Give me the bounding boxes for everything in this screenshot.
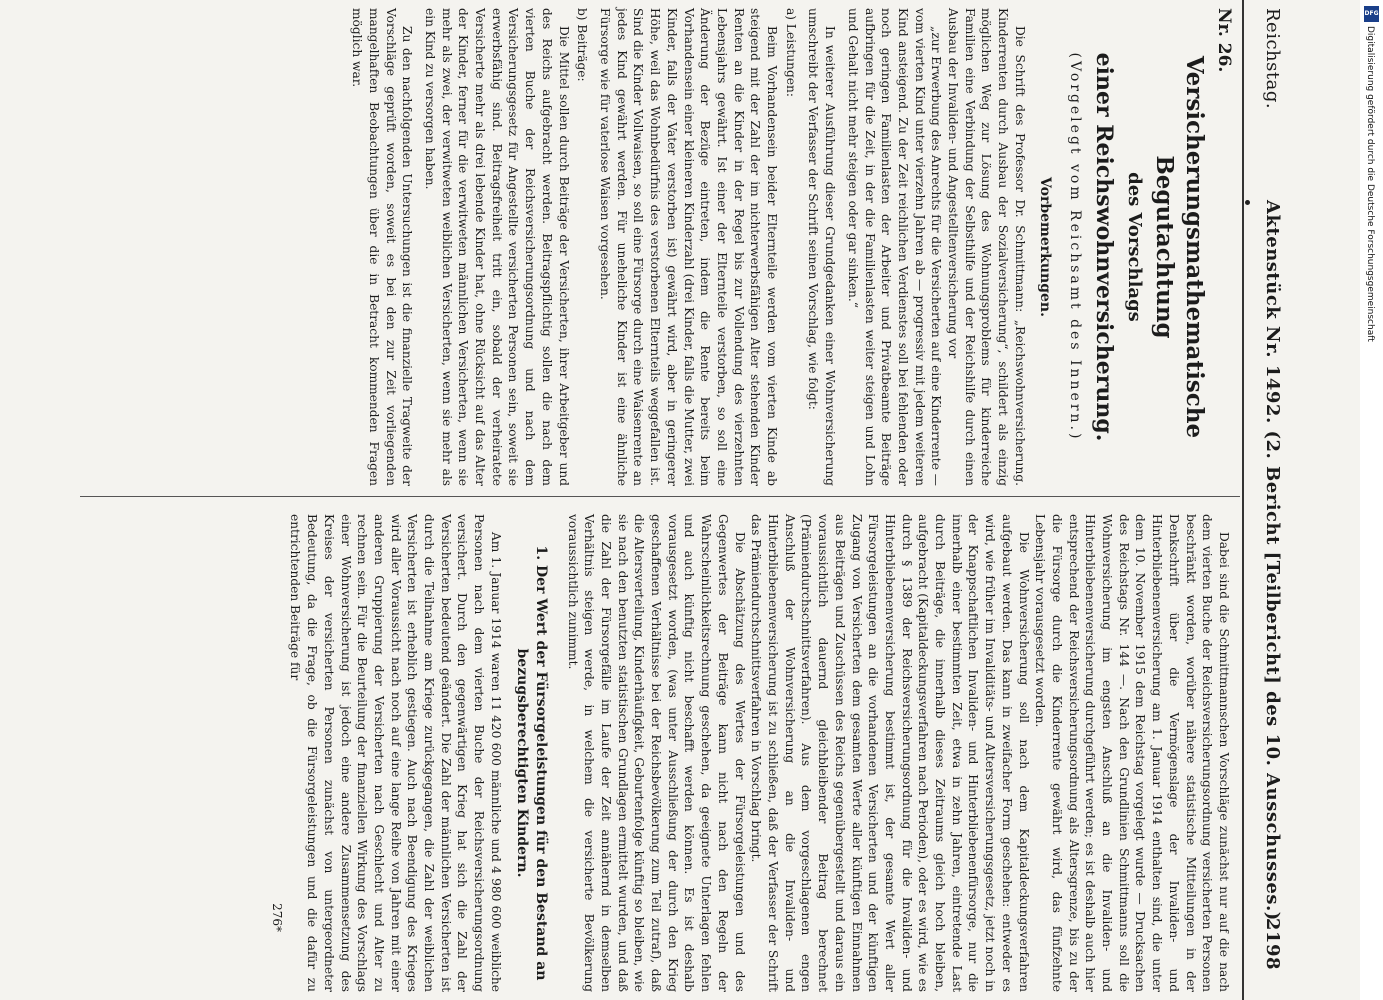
rotated-page: [70, 0, 1310, 1000]
dfg-logo-badge: DFG: [1364, 6, 1379, 22]
document-subtitle-2: einer Reichswohnversicherung.: [1091, 52, 1118, 442]
paragraph: In weiterer Ausführung dieser Grundgedanken einer Wohnversicherung umschreibt der Verfasser der Schrift seinen Vorschlag, wie folgt:: [806, 8, 838, 486]
paragraph: Beim Vorhandensein beider Elternteile werden vom vierten Kinde ab steigend mit der Zahl der im nichterwerbsfähigen Alter stehenden Kinder Renten an die Kinder in der Regel bis zur Vollendung des vierzehnten Lebensjahrs gewährt. Ist einer der Elternteile verstorben, so soll eine Änderung der Bezüge eintreten, indem die Rente bereits beim Vorhandensein einer kleineren Kinderzahl (drei Kinder, falls die Mutter, zwei Kinder, falls der Vater verstorben ist) gewährt wird, aber in geringerer Höhe, weil das Wohnbedürfnis des verstorbenen Elternteils weggefallen ist. Sind die Kinder Vollwaisen, so soll eine Fürsorge durch eine Waisenrente an jedes Kind gewährt werden. Für uneheliche Kinder ist eine ähnliche Fürsorge wie für vaterlose Waisen vorgesehen.: [598, 8, 780, 486]
document-title: Versicherungsmathematische Begutachtung: [1151, 55, 1209, 439]
paragraph: Die Schrift des Professor Dr. Schmittmann: „Reichswohnversicherung. Kinderrenten durch Ausbau der Sozialversicherung“, schildert als einzig möglichen Weg zur Lösung des Wohnungsproblems für kinderreiche Familien eine Verbindung der Selbsthilfe und der Reichshilfe durch einen Ausbau der Invaliden- und Angestelltenversicherung vor: [946, 8, 1027, 486]
paragraph: Die Abschätzung des Wertes der Fürsorgeleistungen und des Gegenwertes der Beiträge kann nicht nach den Regeln der Wahrscheinlichkeitsrechnung geschehen, da geeignete Unterlagen fehlen und auch künftig nicht beschafft werden können. Es ist deshalb vorausgesetzt worden, (was unter Ausschließung der durch den Krieg geschaffenen Verhältnisse bei der Reichsbevölkerung zum Teil zutraf), daß die Altersverteilung, Kinderhäufigkeit, Geburtenfolge künftig so bleiben, wie sie nach den benutzten statistischen Grundlagen ermittelt wurden, und daß die Zahl der Fürsorgefälle im Laufe der Zeit annähernd in demselben Verhältnis steigen werde, in welchem die versicherte Bevölkerung voraussichtlich zunimmt.: [565, 514, 747, 992]
column-divider: [80, 496, 1240, 497]
section-heading: 1. Der Wert der Fürsorgeleistungen für den Bestand an bezugsberechtigten Kindern.: [513, 545, 549, 981]
document-number: Nr. 26.: [1214, 8, 1234, 73]
paragraph: „zur Erwerbung des Anrechts für die Versicherten auf eine Kinderrente — vom vierten Kind unter vierzehn Jahren ab — progressiv mit jedem weiteren Kind ansteigend. Zu der Zeit reichlichen Verdienstes soll bei fehlenden oder noch geringen Familienlasten der Arbeiter und Privatbeamte Beiträge aufbringen für die Zeit, in der die Familienlasten weiter steigen und Lohn und Gehalt nicht mehr steigen oder gar sinken.“: [845, 8, 944, 486]
header-page-number: 2198: [1262, 917, 1283, 970]
heading-vorbemerkungen: Vorbemerkungen.: [1036, 177, 1053, 317]
left-column: [348, 8, 1232, 486]
digitization-label: [1364, 6, 1378, 996]
right-column: [268, 514, 1232, 992]
print-dot: [1245, 200, 1250, 205]
header-rule: [1242, 0, 1244, 1000]
label-beitraege: b) Beiträge:: [575, 8, 590, 82]
page-header: [1248, 0, 1288, 1000]
paragraph: Die Wohnversicherung soll nach dem Kapitaldeckungsverfahren aufgebaut werden. Das kann in zweifacher Form geschehen: entweder es wird, wie früher im Invaliditäts- und Altersversicherungsgesetz, jetzt noch in der Knappschaftlichen Invaliden- und Hinterbliebenenfürsorge, nur die innerhalb einer bestimmten Zeit, etwa in zehn Jahren, eintretende Last durch Beiträge, die innerhalb dieses Zeitraums gleich hoch bleiben, aufgebracht (Kapitaldeckungsverfahren nach Perioden), oder es wird, wie es durch § 1389 der Reichsversicherungsordnung für die Invaliden- und Hinterbliebenenversicherung bestimmt ist, der gesamte Wert aller Fürsorgeleistungen an die vorhandenen Versicherten und der künftigen Zugang von Versicherten dem gesamten Werte aller künftigen Einnahmen aus Beiträgen und Zuschüssen des Reichs gegenübergestellt und daraus ein voraussichtlich dauernd gleichbleibender Beitrag berechnet (Prämiendurchschnittsverfahren). Aus dem vorgeschlagenen engen Anschluß der Wohnversicherung an die Invaliden- und Hinterbliebenenversicherung ist zu schließen, daß der Verfasser der Schrift das Prämiendurchschnittsverfahren in Vorschlag bringt.: [749, 514, 1031, 992]
label-leistungen: a) Leistungen:: [783, 8, 798, 97]
header-left: Reichstag.: [1262, 8, 1283, 110]
header-center: Aktenstück Nr. 1492. (2. Bericht [Teilbericht] des 10. Ausschusses.): [1262, 200, 1283, 921]
digitization-note: Digitalisierung gefördert durch die Deutsche Forschungsgemeinschaft: [1365, 26, 1375, 342]
paragraph: Am 1. Januar 1914 waren 11 420 600 männliche und 4 980 600 weibliche Personen nach dem vierten Buche der Reichsversicherungsordnung versichert. Durch den gegenwärtigen Krieg hat sich die Zahl der Versicherten bedeutend geändert. Die Zahl der männlichen Versicherten ist durch die Teilnahme am Kriege zurückgegangen, die Zahl der weiblichen Versicherten ist erheblich gestiegen. Auch nach Beendigung des Krieges wird aller Voraussicht nach noch auf eine lange Reihe von Jahren mit einer anderen Gruppierung der Versicherten nach Geschlecht und Alter zu rechnen sein. Für die Beurteilung der finanziellen Wirkung des Vorschlags einer Wohnversicherung ist jedoch eine andere Zusammensetzung des Kreises der versicherten Personen zunächst von untergeordneter Bedeutung, da die Frage, ob die Fürsorgeleistungen und die dafür zu entrichtenden Beiträge für: [288, 514, 503, 992]
signature-mark: 276*: [269, 903, 284, 932]
presented-by: (Vorgelegt vom Reichsamt des Innern.): [1067, 52, 1084, 442]
document-subtitle: des Vorschlags: [1124, 172, 1146, 322]
paragraph: Die Mittel sollen durch Beiträge der Versicherten, ihrer Arbeitgeber und des Reichs aufgebracht werden. Beitragspflichtig sollen die nach dem vierten Buche der Reichsversicherungsordnung und nach dem Versicherungsgesetz für Angestellte versicherten Personen sein, soweit sie erwerbsfähig sind. Beitragsfreiheit tritt ein, sobald der verheiratete Versicherte mehr als drei lebende Kinder hat, ohne Rücksicht auf das Alter der Kinder, ferner für die verwitweten männlichen Versicherten, wenn sie mehr als zwei, der verwitweten weiblichen Versicherten, wenn sie mehr als ein Kind zu versorgen haben.: [422, 8, 571, 486]
paragraph: Dabei sind die Schmittmannschen Vorschläge zunächst nur auf die nach dem vierten Buche der Reichsversicherungsordnung versicherten Personen beschränkt worden, worüber nähere statistische Mitteilungen in der Denkschrift über die Vermögenslage der Invaliden- und Hinterbliebenenversicherung am 1. Januar 1914 enthalten sind, die unter dem 10. November 1915 dem Reichstag vorgelegt wurde — Drucksachen des Reichstags Nr. 144 —. Nach den Grundlinien Schmittmanns soll die Wohnversicherung im engsten Anschluß an die Invaliden- und Hinterbliebenenversicherung durchgeführt werden; es ist deshalb auch hier entsprechend der Reichsversicherungsordnung als Altersgrenze, bis zu der die Fürsorge durch die Kinderrente gewährt wird, das fünfzehnte Lebensjahr vorausgesetzt worden.: [1033, 514, 1231, 992]
paragraph: Zu den nachfolgenden Untersuchungen ist die finanzielle Tragweite der Vorschläge geprüft worden, soweit es bei den zur Zeit vorliegenden mangelhaften Beobachtungen über die in Betracht kommenden Fragen möglich war.: [350, 8, 415, 486]
